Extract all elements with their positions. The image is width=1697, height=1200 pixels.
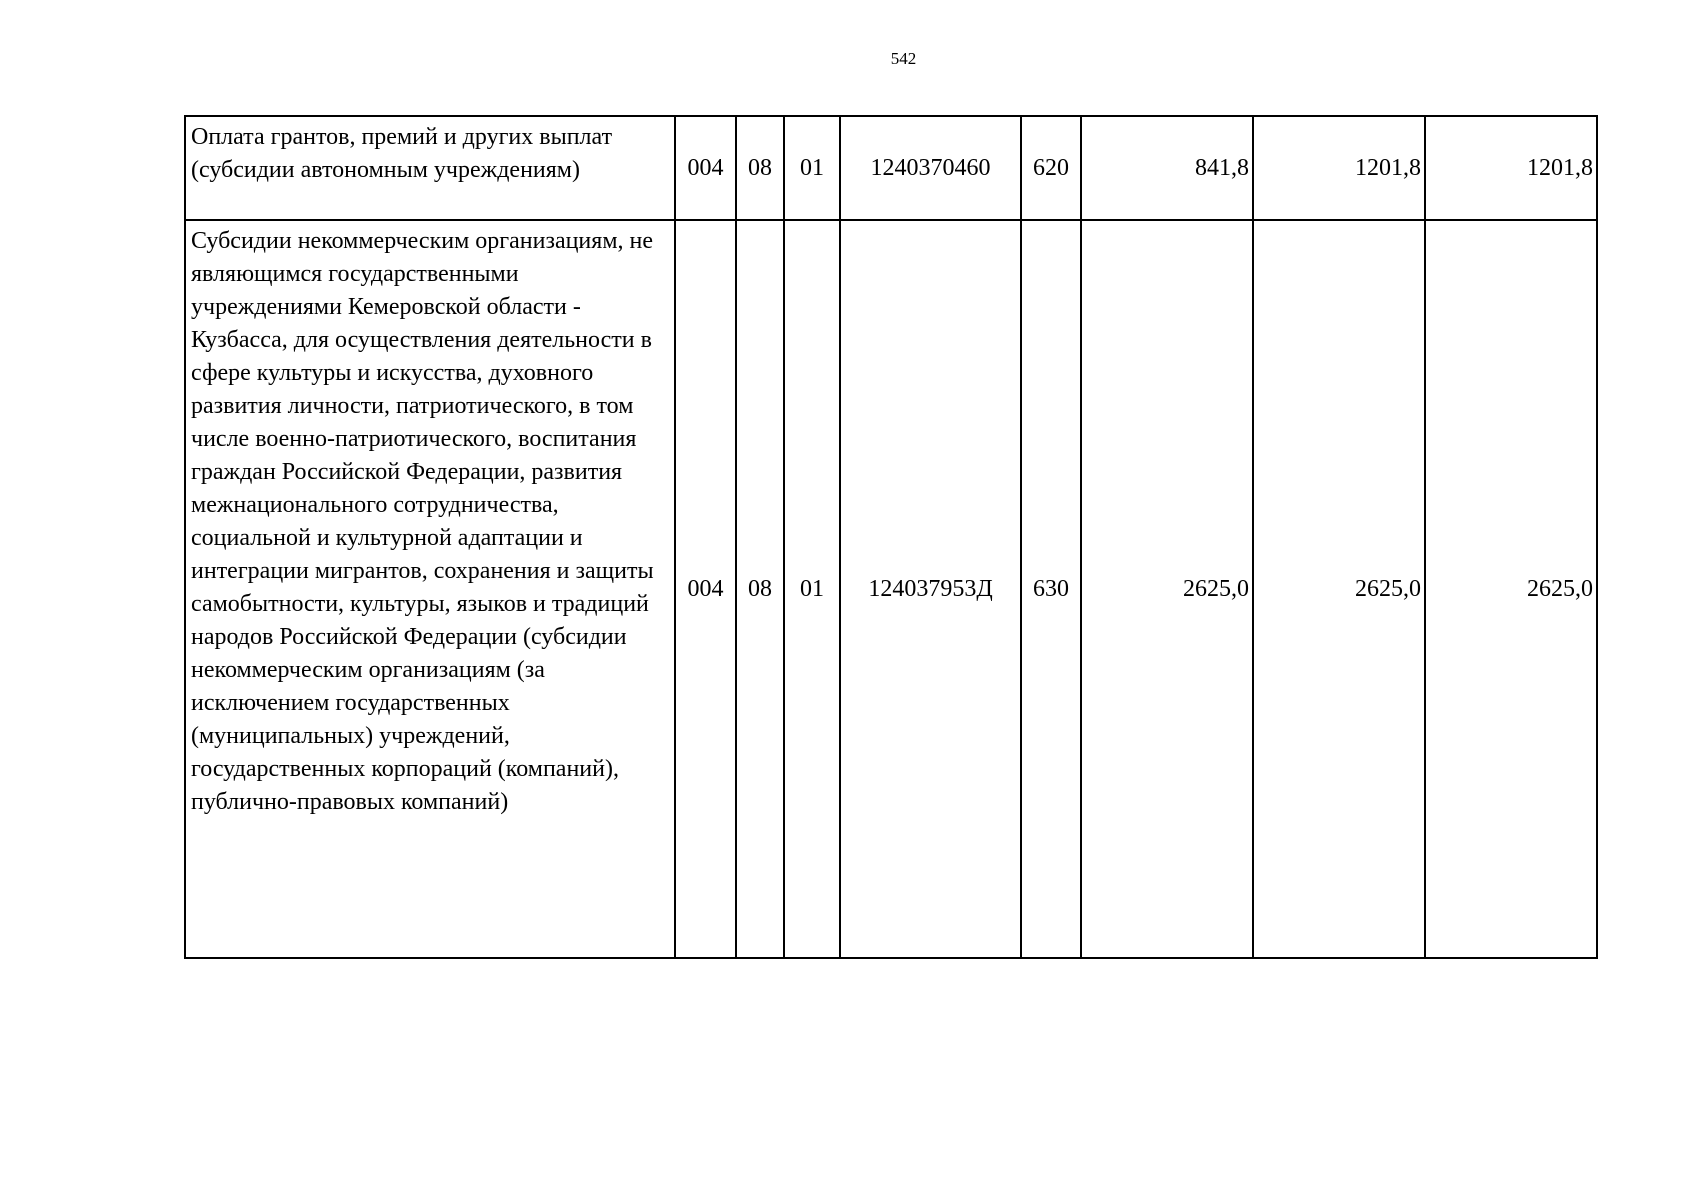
page-number: 542	[890, 49, 917, 68]
table-row	[185, 220, 1597, 958]
section-code: 08	[736, 220, 784, 958]
section-code: 08	[736, 116, 784, 220]
amount-year-2: 1201,8	[1253, 116, 1425, 220]
subsection-code: 01	[784, 116, 840, 220]
ministry-code: 004	[675, 116, 736, 220]
amount-year-3: 2625,0	[1425, 220, 1597, 958]
table-row	[185, 116, 1597, 220]
expense-type-code: 630	[1021, 220, 1081, 958]
amount-year-2: 2625,0	[1253, 220, 1425, 958]
subsection-code: 01	[784, 220, 840, 958]
row-description: Субсидии некоммерческим организациям, не являющимся государственными учреждениями Кемеровской области - Кузбасса, для осуществления деятельности в сфере культуры и искусства, духовного развития личности, патриотического, в том числе военно-патриотического, воспитания граждан Российской Федерации, развития межнационального сотрудничества, социальной и культурной адаптации и интеграции мигрантов, сохранения и защиты самобытности, культуры, языков и традиций народов Российской Федерации (субсидии некоммерческим организациям (за исключением государственных (муниципальных) учреждений, государственных корпораций (компаний), публично-правовых компаний)	[185, 220, 675, 958]
amount-year-1: 841,8	[1081, 116, 1253, 220]
target-article-code: 1240370460	[840, 116, 1021, 220]
amount-year-3: 1201,8	[1425, 116, 1597, 220]
target-article-code: 124037953Д	[840, 220, 1021, 958]
ministry-code: 004	[675, 220, 736, 958]
amount-year-1: 2625,0	[1081, 220, 1253, 958]
budget-table	[184, 115, 1598, 959]
expense-type-code: 620	[1021, 116, 1081, 220]
row-description: Оплата грантов, премий и других выплат (субсидии автономным учреждениям)	[185, 116, 675, 220]
